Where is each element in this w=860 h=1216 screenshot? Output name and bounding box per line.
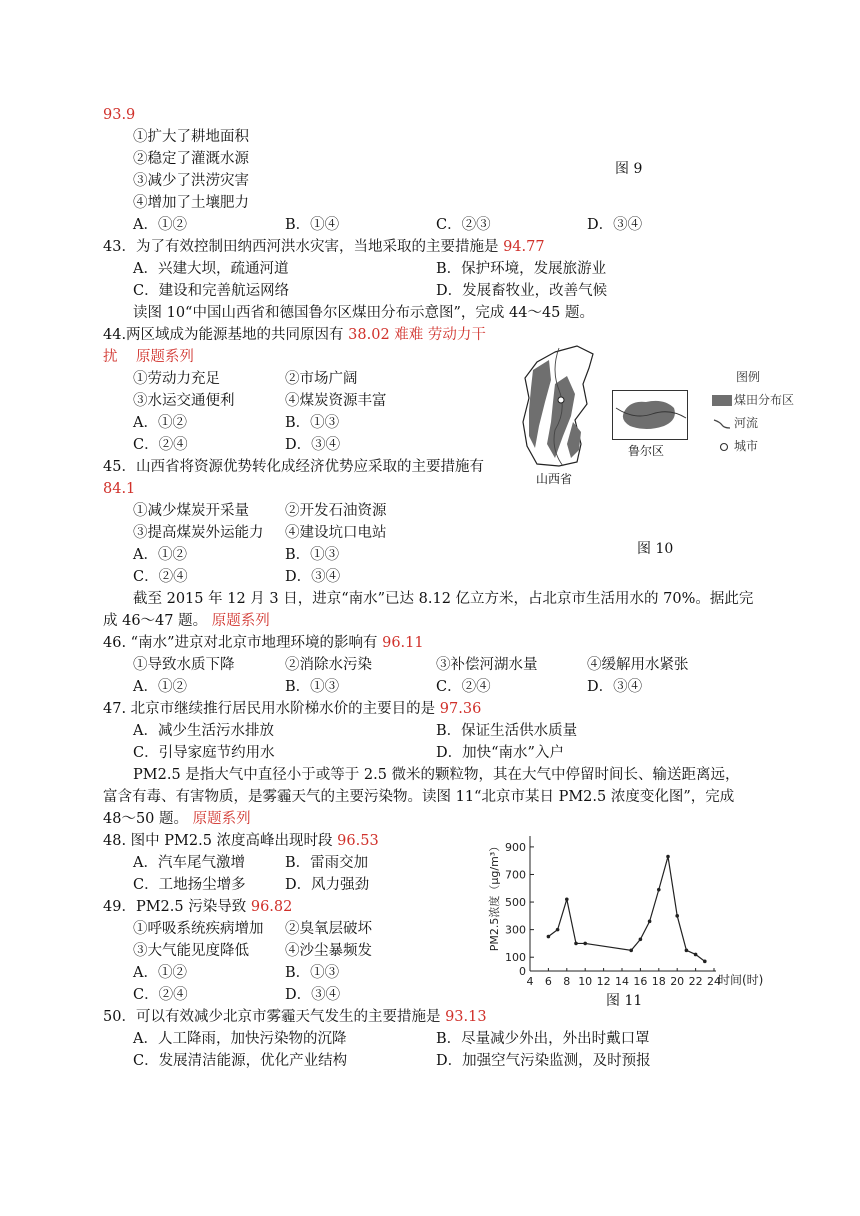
q44-opt-4: ④煤炭资源丰富 bbox=[285, 393, 387, 409]
intro-46-line1: 截至 2015 年 12 月 3 日，进京“南水”已达 8.12 亿立方米，占北京市生活用水的 70%。据此完 bbox=[133, 591, 754, 607]
pm25-data-point bbox=[648, 920, 652, 924]
q49-choice-b: B．①③ bbox=[285, 965, 340, 981]
pm25-data-point bbox=[583, 942, 587, 946]
y-tick-label: 300 bbox=[505, 923, 526, 937]
q42-stat: 93.9 bbox=[103, 107, 136, 123]
q43-choice-c: C．建设和完善航运网络 bbox=[133, 283, 290, 299]
pm25-data-point bbox=[694, 953, 698, 957]
ruhr-map bbox=[612, 390, 688, 440]
q47-choice-b: B．保证生活供水质量 bbox=[436, 723, 578, 739]
q50-stem: 50．可以有效减少北京市雾霾天气发生的主要措施是 bbox=[103, 1009, 441, 1025]
pm25-data-point bbox=[675, 914, 679, 918]
x-tick-label: 14 bbox=[615, 975, 629, 988]
figure-10-label: 图 10 bbox=[637, 541, 674, 557]
q44-stem-line bbox=[103, 325, 486, 345]
pm25-series-line bbox=[548, 857, 704, 962]
q43-choice-b: B．保护环境，发展旅游业 bbox=[436, 261, 607, 277]
pm25-data-point bbox=[657, 888, 661, 892]
q47-choice-d: D．加快“南水”入户 bbox=[436, 745, 564, 761]
q47-choice-c: C．引导家庭节约用水 bbox=[133, 745, 275, 761]
q50-choice-c: C．发展清洁能源，优化产业结构 bbox=[133, 1053, 348, 1069]
q46-choice-b: B．①③ bbox=[285, 679, 340, 695]
x-tick-label: 16 bbox=[633, 975, 648, 988]
q45-choice-a: A．①② bbox=[133, 547, 187, 563]
coalfield-swatch-icon bbox=[712, 395, 732, 406]
river-symbol-icon bbox=[712, 418, 732, 430]
q50-choice-a: A．人工降雨，加快污染物的沉降 bbox=[133, 1031, 347, 1047]
q49-opt-2: ②臭氧层破坏 bbox=[285, 921, 372, 937]
q48-choice-b: B．雷雨交加 bbox=[285, 855, 369, 871]
x-tick-label: 12 bbox=[596, 975, 611, 988]
q44-tag: 原题系列 bbox=[135, 349, 194, 365]
q42-choice-c: C．②③ bbox=[436, 217, 491, 233]
q42-choice-d: D．③④ bbox=[587, 217, 643, 233]
q45-stem: 45．山西省将资源优势转化成经济优势应采取的主要措施有 bbox=[103, 459, 484, 475]
q42-opt-3: ③减少了洪涝灾害 bbox=[133, 173, 249, 189]
q46-stem-line bbox=[103, 633, 424, 653]
x-tick-label: 22 bbox=[688, 975, 703, 988]
q45-choice-d: D．③④ bbox=[285, 569, 341, 585]
q50-choice-d: D．加强空气污染监测，及时预报 bbox=[436, 1053, 651, 1069]
x-tick-label: 20 bbox=[670, 975, 685, 988]
q47-stem: 47. 北京市继续推行居民用水阶梯水价的主要目的是 bbox=[103, 701, 436, 717]
q44-stem: 44.两区域成为能源基地的共同原因有 bbox=[103, 327, 344, 343]
q48-choice-a: A．汽车尾气激增 bbox=[133, 855, 245, 871]
y-tick-label: 500 bbox=[505, 896, 526, 910]
x-tick-label: 10 bbox=[578, 975, 593, 988]
q46-opt-3: ③补偿河湖水量 bbox=[436, 657, 538, 673]
q48-choice-d: D．风力强劲 bbox=[285, 877, 370, 893]
q43-stat: 94.77 bbox=[503, 239, 545, 255]
q47-stat: 97.36 bbox=[439, 701, 482, 717]
q45-opt-3: ③提高煤炭外运能力 bbox=[133, 525, 264, 541]
q49-choice-a: A．①② bbox=[133, 965, 187, 981]
y-tick-label: 900 bbox=[505, 840, 526, 854]
y-tick-label: 100 bbox=[505, 951, 526, 965]
y-tick-label: 0 bbox=[519, 965, 526, 978]
figure-9-label: 图 9 bbox=[615, 161, 643, 177]
q48-stem: 48. 图中 PM2.5 浓度高峰出现时段 bbox=[103, 833, 333, 849]
q42-choice-b: B．①④ bbox=[285, 217, 340, 233]
q42-choice-a: A．①② bbox=[133, 217, 187, 233]
q47-choice-a: A．减少生活污水排放 bbox=[133, 723, 274, 739]
q49-stem-line bbox=[103, 897, 292, 917]
pm25-chart bbox=[480, 826, 780, 998]
intro-46-line2: 成 46～47 题。 原题系列 bbox=[103, 613, 270, 629]
intro-48-line2: 富含有毒、有害物质，是雾霾天气的主要污染物。读图 11“北京市某日 PM2.5 浓度变化图”，完成 bbox=[103, 789, 735, 805]
q42-opt-2: ②稳定了灌溉水源 bbox=[133, 151, 249, 167]
pm25-data-point bbox=[666, 855, 670, 859]
q46-choice-d: D．③④ bbox=[587, 679, 643, 695]
shanxi-city-marker bbox=[558, 397, 564, 403]
q43-stem-line bbox=[103, 237, 545, 257]
q47-stem-line bbox=[103, 699, 481, 719]
chart-ylabel: PM2.5浓度（μg/m³） bbox=[488, 840, 501, 952]
q48-stem-line bbox=[103, 831, 379, 851]
q45-choice-c: C．②④ bbox=[133, 569, 188, 585]
q49-opt-3: ③大气能见度降低 bbox=[133, 943, 249, 959]
intro-46-tag: 原题系列 bbox=[211, 613, 270, 629]
pm25-data-point bbox=[547, 935, 551, 939]
legend-city: 城市 bbox=[718, 437, 758, 454]
q46-stat: 96.11 bbox=[382, 635, 424, 651]
q46-choice-c: C．②④ bbox=[436, 679, 491, 695]
q43-choice-a: A．兴建大坝，疏通河道 bbox=[133, 261, 289, 277]
q45-choice-b: B．①③ bbox=[285, 547, 340, 563]
q46-opt-1: ①导致水质下降 bbox=[133, 657, 235, 673]
pm25-data-point bbox=[556, 928, 560, 932]
q44-choice-b: B．①③ bbox=[285, 415, 340, 431]
q50-stem-line bbox=[103, 1007, 487, 1027]
q50-stat: 93.13 bbox=[445, 1009, 487, 1025]
q48-choice-c: C．工地扬尘增多 bbox=[133, 877, 246, 893]
x-tick-label: 24 bbox=[707, 975, 721, 988]
intro-48-line1: PM2.5 是指大气中直径小于或等于 2.5 微米的颗粒物，其在大气中停留时间长、输送距离远， bbox=[133, 767, 740, 783]
q44-choice-a: A．①② bbox=[133, 415, 187, 431]
q44-opt-1: ①劳动力充足 bbox=[133, 371, 220, 387]
x-tick-label: 6 bbox=[544, 975, 552, 988]
q44-choice-d: D．③④ bbox=[285, 437, 341, 453]
q49-stat: 96.82 bbox=[250, 899, 293, 915]
q44-opt-2: ②市场广阔 bbox=[285, 371, 358, 387]
q45-opt-2: ②开发石油资源 bbox=[285, 503, 387, 519]
q44-stat: 38.02 难难 劳动力干 bbox=[348, 327, 486, 343]
q46-choice-a: A．①② bbox=[133, 679, 187, 695]
q42-opt-1: ①扩大了耕地面积 bbox=[133, 129, 249, 145]
q46-opt-4: ④缓解用水紧张 bbox=[587, 657, 689, 673]
q49-stem: 49．PM2.5 污染导致 bbox=[103, 899, 247, 915]
legend-title: 图例 bbox=[736, 370, 761, 384]
q44-stat2: 扰 bbox=[103, 349, 118, 365]
q49-opt-4: ④沙尘暴频发 bbox=[285, 943, 372, 959]
q44-opt-3: ③水运交通便利 bbox=[133, 393, 235, 409]
intro-44: 读图 10“中国山西省和德国鲁尔区煤田分布示意图”，完成 44～45 题。 bbox=[133, 305, 595, 321]
q45-opt-1: ①减少煤炭开采量 bbox=[133, 503, 249, 519]
legend-coalfield: 煤田分布区 bbox=[712, 391, 794, 408]
q49-choice-c: C．②④ bbox=[133, 987, 188, 1003]
pm25-data-point bbox=[629, 949, 633, 953]
pm25-data-point bbox=[639, 937, 643, 941]
chart-series bbox=[547, 855, 707, 963]
x-tick-label: 4 bbox=[526, 975, 534, 988]
q44-stat-line2 bbox=[103, 347, 194, 367]
q43-stem: 43．为了有效控制田纳西河洪水灾害，当地采取的主要措施是 bbox=[103, 239, 499, 255]
q49-opt-1: ①呼吸系统疾病增加 bbox=[133, 921, 264, 937]
q42-opt-4: ④增加了土壤肥力 bbox=[133, 195, 249, 211]
figure-11-label: 图 11 bbox=[606, 993, 643, 1009]
q46-stem: 46. “南水”进京对北京市地理环境的影响有 bbox=[103, 635, 378, 651]
intro-48-line3: 48～50 题。 原题系列 bbox=[103, 811, 251, 827]
x-tick-label: 8 bbox=[563, 975, 571, 988]
map-label-shanxi: 山西省 bbox=[536, 472, 573, 486]
q45-stat: 84.1 bbox=[103, 481, 136, 497]
chart-ticks bbox=[505, 841, 721, 988]
x-tick-label: 18 bbox=[651, 975, 666, 988]
chart-xlabel: 时间(时) bbox=[718, 973, 764, 987]
q50-choice-b: B．尽量减少外出，外出时戴口罩 bbox=[436, 1031, 650, 1047]
legend-river: 河流 bbox=[712, 414, 758, 431]
q49-choice-d: D．③④ bbox=[285, 987, 341, 1003]
pm25-data-point bbox=[565, 897, 569, 901]
q45-opt-4: ④建设坑口电站 bbox=[285, 525, 387, 541]
pm25-data-point bbox=[574, 942, 578, 946]
q44-choice-c: C．②④ bbox=[133, 437, 188, 453]
y-tick-label: 700 bbox=[505, 868, 526, 882]
intro-48-tag: 原题系列 bbox=[192, 811, 251, 827]
q48-stat: 96.53 bbox=[337, 833, 379, 849]
pm25-data-point bbox=[703, 960, 707, 964]
q43-choice-d: D．发展畜牧业，改善气候 bbox=[436, 283, 608, 299]
pm25-data-point bbox=[685, 949, 689, 953]
q46-opt-2: ②消除水污染 bbox=[285, 657, 372, 673]
map-label-ruhr: 鲁尔区 bbox=[628, 444, 665, 458]
city-symbol-icon bbox=[718, 441, 730, 453]
